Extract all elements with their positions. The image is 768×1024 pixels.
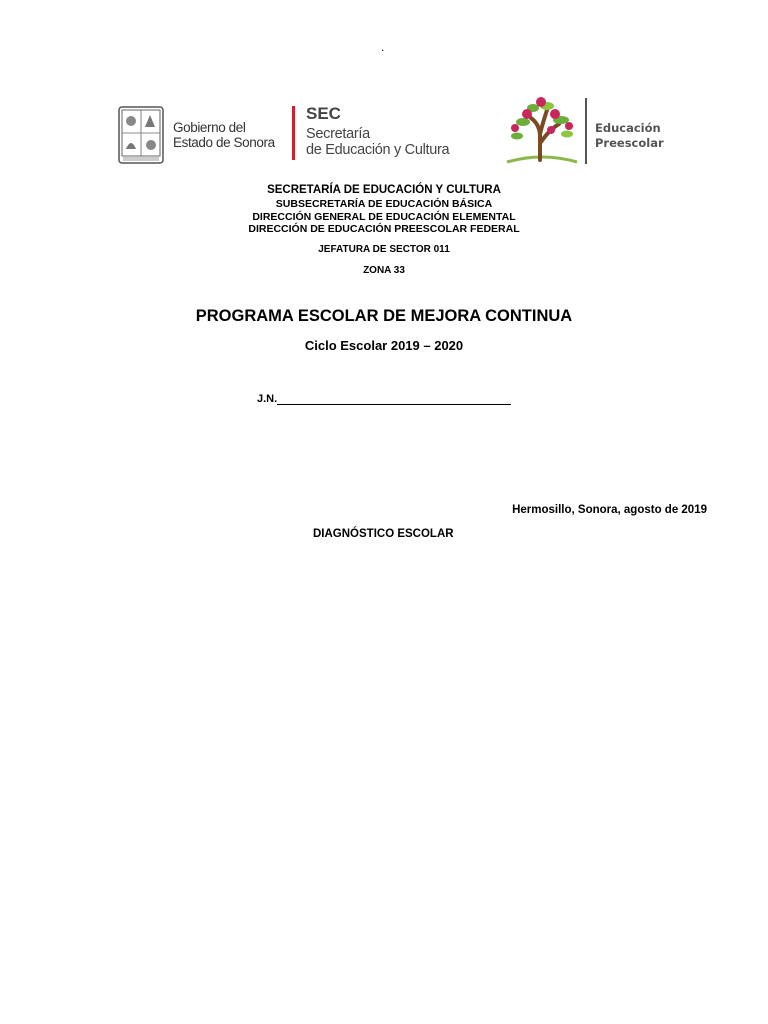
header-line-4: DIRECCIÓN DE EDUCACIÓN PREESCOLAR FEDERAL xyxy=(248,223,520,235)
gobierno-sonora-logo xyxy=(117,104,277,166)
jn-field xyxy=(257,393,511,405)
sec-logo-line2: de Educación y Cultura xyxy=(306,142,450,158)
sec-accent-bar xyxy=(292,106,295,160)
jn-label: J.N. xyxy=(257,393,278,405)
place-date: Hermosillo, Sonora, agosto de 2019 xyxy=(512,504,707,516)
document-title: PROGRAMA ESCOLAR DE MEJORA CONTINUA xyxy=(195,307,573,325)
educacion-preescolar-logo xyxy=(503,94,675,166)
header-sector: JEFATURA DE SECTOR 011 xyxy=(318,244,450,255)
sec-logo-line1: Secretaría xyxy=(306,126,370,142)
sec-logo xyxy=(292,104,462,162)
jn-blank-line xyxy=(277,393,511,405)
header-line-1: SECRETARÍA DE EDUCACIÓN Y CULTURA xyxy=(267,184,501,196)
preescolar-divider xyxy=(585,98,587,164)
header-zona: ZONA 33 xyxy=(363,265,405,276)
sonora-logo-line1: Gobierno del xyxy=(173,120,246,135)
header-line-3: DIRECCIÓN GENERAL DE EDUCACIÓN ELEMENTAL xyxy=(252,211,516,223)
preescolar-logo-line1: Educación xyxy=(595,121,661,135)
tree-icon xyxy=(503,94,581,166)
section-heading: DIAGNÓSTICO ESCOLAR xyxy=(313,528,454,540)
sec-logo-abbr: SEC xyxy=(306,104,341,123)
top-mark: . xyxy=(381,40,385,54)
sonora-seal-icon xyxy=(117,105,165,165)
sonora-logo-line2: Estado de Sonora xyxy=(173,135,275,150)
header-line-2: SUBSECRETARÍA DE EDUCACIÓN BÁSICA xyxy=(275,198,493,210)
preescolar-logo-line2: Preescolar xyxy=(595,136,664,150)
document-subtitle: Ciclo Escolar 2019 – 2020 xyxy=(304,338,464,353)
